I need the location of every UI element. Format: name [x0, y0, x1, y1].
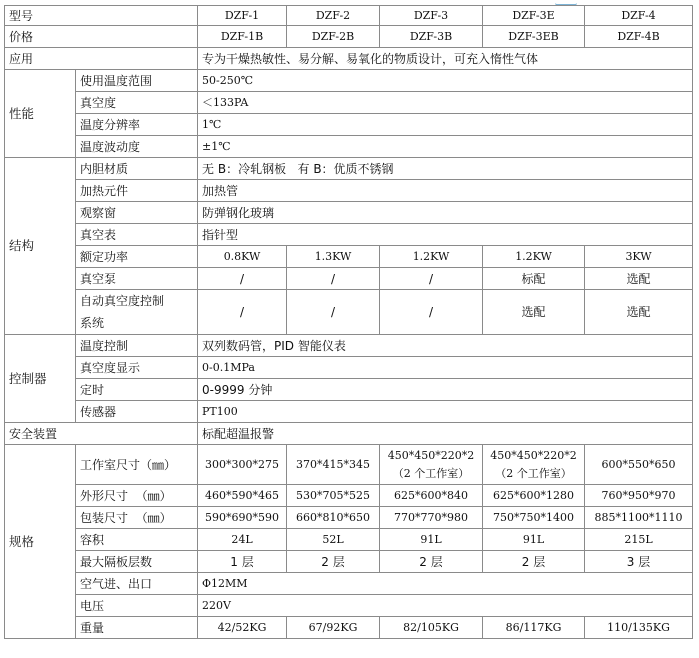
- chamber-value-line1: 600*550*650: [601, 457, 676, 471]
- window-label: 观察窗: [76, 202, 198, 224]
- auto-control-value: 选配: [483, 290, 585, 335]
- chamber-value-line2: （2 个工作室）: [495, 466, 572, 480]
- timer-label: 定时: [76, 379, 198, 401]
- power-value: 0.8KW: [198, 246, 287, 268]
- temp-range-label: 使用温度范围: [76, 70, 198, 92]
- temp-control-value: 双列数码管，PID 智能仪表: [198, 335, 693, 357]
- price-dzf-1b: DZF-1B: [198, 26, 287, 48]
- weight-value: 82/105KG: [380, 617, 483, 639]
- model-dzf-1: DZF-1: [198, 6, 287, 26]
- pump-value: 标配: [483, 268, 585, 290]
- volume-value: 52L: [287, 529, 380, 551]
- chamber-value-line1: 300*300*275: [205, 457, 280, 471]
- temp-resolution-label: 温度分辨率: [76, 114, 198, 136]
- model-dzf-3: DZF-3: [380, 6, 483, 26]
- volume-value: 91L: [483, 529, 585, 551]
- temp-range-value: 50-250℃: [198, 70, 693, 92]
- performance-group-label: 性能: [5, 70, 76, 158]
- performance-row: [5, 70, 693, 92]
- liner-value: 无 B：冷轧钢板 有 B：优质不锈钢: [198, 158, 693, 180]
- volume-row: [5, 529, 693, 551]
- volume-label: 容积: [76, 529, 198, 551]
- vacuum-label: 真空度: [76, 92, 198, 114]
- shelves-row: [5, 551, 693, 573]
- controller-group-label: 控制器: [5, 335, 76, 423]
- performance-row: [5, 92, 693, 114]
- shelves-label: 最大隔板层数: [76, 551, 198, 573]
- heater-label: 加热元件: [76, 180, 198, 202]
- window-value: 防弹钢化玻璃: [198, 202, 693, 224]
- power-value: 3KW: [585, 246, 693, 268]
- package-size-value: 885*1100*1110: [585, 507, 693, 529]
- shelves-value: 1 层: [198, 551, 287, 573]
- vacuum-display-value: 0-0.1MPa: [198, 357, 693, 379]
- spec-table: [4, 5, 693, 639]
- performance-row: [5, 114, 693, 136]
- auto-control-row: [5, 290, 693, 335]
- pump-label: 真空泵: [76, 268, 198, 290]
- auto-control-value: /: [198, 290, 287, 335]
- safety-row: [5, 423, 693, 445]
- shelves-value: 2 层: [380, 551, 483, 573]
- price-dzf-2b: DZF-2B: [287, 26, 380, 48]
- air-port-label: 空气进、出口: [76, 573, 198, 595]
- structure-row: [5, 180, 693, 202]
- voltage-value: 220V: [198, 595, 693, 617]
- chamber-value-line1: 450*450*220*2: [387, 448, 475, 462]
- chamber-value-line1: 450*450*220*2: [490, 448, 577, 462]
- controller-row: [5, 379, 693, 401]
- weight-row: [5, 617, 693, 639]
- volume-value: 91L: [380, 529, 483, 551]
- structure-row: [5, 202, 693, 224]
- model-row: [5, 6, 693, 26]
- outer-size-label: 外形尺寸 （㎜）: [76, 485, 198, 507]
- temp-fluctuation-label: 温度波动度: [76, 136, 198, 158]
- performance-row: [5, 136, 693, 158]
- chamber-label: 工作室尺寸（㎜）: [76, 445, 198, 485]
- price-row: [5, 26, 693, 48]
- structure-row: [5, 158, 693, 180]
- package-size-value: 770*770*980: [380, 507, 483, 529]
- safety-value: 标配超温报警: [198, 423, 693, 445]
- pump-value: 选配: [585, 268, 693, 290]
- power-value: 1.2KW: [380, 246, 483, 268]
- volume-value: 24L: [198, 529, 287, 551]
- auto-control-label-line2: 系统: [80, 316, 105, 330]
- weight-value: 42/52KG: [198, 617, 287, 639]
- price-dzf-4b: DZF-4B: [585, 26, 693, 48]
- outer-size-value: 760*950*970: [585, 485, 693, 507]
- safety-label: 安全装置: [5, 423, 198, 445]
- sensor-label: 传感器: [76, 401, 198, 423]
- voltage-label: 电压: [76, 595, 198, 617]
- power-label: 额定功率: [76, 246, 198, 268]
- structure-group-label: 结构: [5, 158, 76, 335]
- pump-value: /: [287, 268, 380, 290]
- model-label: 型号: [5, 6, 198, 26]
- structure-row: [5, 224, 693, 246]
- controller-row: [5, 401, 693, 423]
- model-dzf-3e: DZF-3E: [483, 6, 585, 26]
- auto-control-value: /: [380, 290, 483, 335]
- gauge-label: 真空表: [76, 224, 198, 246]
- chamber-value-line2: （2 个工作室）: [392, 466, 470, 480]
- chamber-value: [198, 445, 287, 485]
- package-size-value: 750*750*1400: [483, 507, 585, 529]
- model-dzf-2: DZF-2: [287, 6, 380, 26]
- power-row: [5, 246, 693, 268]
- chamber-value: [585, 445, 693, 485]
- volume-value: 215L: [585, 529, 693, 551]
- weight-value: 86/117KG: [483, 617, 585, 639]
- outer-size-value: 625*600*840: [380, 485, 483, 507]
- timer-value: 0-9999 分钟: [198, 379, 693, 401]
- chamber-value: [380, 445, 483, 485]
- pump-row: [5, 268, 693, 290]
- spec-table-container: [4, 5, 692, 639]
- heater-value: 加热管: [198, 180, 693, 202]
- temp-resolution-value: 1℃: [198, 114, 693, 136]
- pump-value: /: [380, 268, 483, 290]
- outer-size-value: 530*705*525: [287, 485, 380, 507]
- auto-control-label-line1: 自动真空度控制: [80, 294, 165, 308]
- application-row: [5, 48, 693, 70]
- weight-value: 67/92KG: [287, 617, 380, 639]
- chamber-value-line1: 370*415*345: [296, 457, 371, 471]
- vacuum-value: ＜133PA: [198, 92, 693, 114]
- package-size-label: 包装尺寸 （㎜）: [76, 507, 198, 529]
- air-port-row: [5, 573, 693, 595]
- voltage-row: [5, 595, 693, 617]
- liner-label: 内胆材质: [76, 158, 198, 180]
- application-value: 专为干燥热敏性、易分解、易氧化的物质设计，可充入惰性气体: [198, 48, 693, 70]
- sensor-value: PT100: [198, 401, 693, 423]
- price-dzf-3eb: DZF-3EB: [483, 26, 585, 48]
- shelves-value: 2 层: [483, 551, 585, 573]
- auto-control-value: 选配: [585, 290, 693, 335]
- price-dzf-3b: DZF-3B: [380, 26, 483, 48]
- vacuum-display-label: 真空度显示: [76, 357, 198, 379]
- power-value: 1.2KW: [483, 246, 585, 268]
- chamber-row: [5, 445, 693, 485]
- package-size-row: [5, 507, 693, 529]
- package-size-value: 590*690*590: [198, 507, 287, 529]
- outer-size-value: 625*600*1280: [483, 485, 585, 507]
- temp-control-label: 温度控制: [76, 335, 198, 357]
- weight-value: 110/135KG: [585, 617, 693, 639]
- controller-row: [5, 335, 693, 357]
- power-value: 1.3KW: [287, 246, 380, 268]
- specs-group-label: 规格: [5, 445, 76, 639]
- auto-control-label: [76, 290, 198, 335]
- gauge-value: 指针型: [198, 224, 693, 246]
- chamber-value: [287, 445, 380, 485]
- controller-row: [5, 357, 693, 379]
- temp-fluctuation-value: ±1℃: [198, 136, 693, 158]
- shelves-value: 3 层: [585, 551, 693, 573]
- price-label: 价格: [5, 26, 198, 48]
- pump-value: /: [198, 268, 287, 290]
- application-label: 应用: [5, 48, 198, 70]
- model-dzf-4: DZF-4: [585, 6, 693, 26]
- shelves-value: 2 层: [287, 551, 380, 573]
- package-size-value: 660*810*650: [287, 507, 380, 529]
- weight-label: 重量: [76, 617, 198, 639]
- outer-size-value: 460*590*465: [198, 485, 287, 507]
- outer-size-row: [5, 485, 693, 507]
- air-port-value: Φ12MM: [198, 573, 693, 595]
- auto-control-value: /: [287, 290, 380, 335]
- chamber-value: [483, 445, 585, 485]
